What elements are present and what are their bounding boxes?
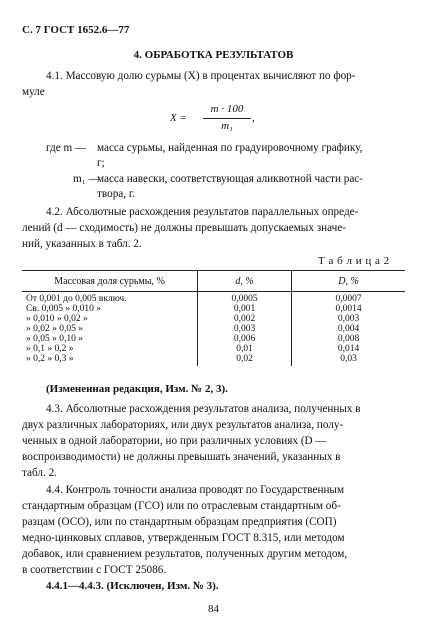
formula-comma: , (252, 112, 255, 124)
row-1-d: 0,001 (233, 304, 256, 314)
row-3-fraction: » 0,02 » 0,05 » (26, 324, 83, 334)
row-0-fraction: От 0,001 до 0,005 включ. (26, 294, 127, 304)
table-caption: Т а б л и ц а 2 (318, 255, 390, 267)
row-6-d: 0,02 (236, 354, 253, 364)
row-4-d: 0,006 (233, 334, 256, 344)
amendment-note: (Измененная редакция, Изм. № 2, 3). (46, 383, 228, 395)
legend-m1-symbol: m₁ — (73, 173, 100, 185)
para-4-4-line1: 4.4. Контроль точности анализа проводят по Государственным (46, 484, 345, 496)
fraction-bar (203, 118, 251, 119)
row-1-D: 0,0014 (335, 304, 362, 314)
page-header: С. 7 ГОСТ 1652.6—77 (22, 24, 130, 36)
col-header-d: d, % (235, 276, 254, 287)
formula-lhs: X = (170, 112, 187, 124)
formula-numerator: m · 100 (210, 103, 244, 115)
excluded-note: 4.4.1—4.4.3. (Исключен, Изм. № 3). (46, 580, 219, 592)
row-2-D: 0,003 (337, 314, 360, 324)
legend-m-line1: масса сурьмы, найденная по градуировочному графику, (97, 142, 363, 154)
para-4-1-line2: муле (22, 86, 45, 98)
row-1-fraction: Св. 0,005 » 0,010 » (26, 304, 101, 314)
para-4-3-line3: ченных в одной лаборатории, но при различных условиях (D — (22, 435, 327, 447)
page-number: 84 (208, 603, 219, 615)
row-6-fraction: » 0,2 » 0,3 » (26, 354, 74, 364)
row-2-fraction: » 0,010 » 0,02 » (26, 314, 88, 324)
row-6-D: 0,03 (340, 354, 357, 364)
para-4-2-line1: 4.2. Абсолютные расхождения результатов параллельных опреде- (46, 206, 359, 218)
para-4-2-line3: ний, указанных в табл. 2. (22, 238, 142, 250)
para-4-4-line4: медно-цинковых сплавов, утвержденным ГОСТ 8.315, или методом (22, 532, 345, 544)
legend-m1-line1: масса навески, соответствующая аликвотной части рас- (97, 173, 363, 185)
row-0-d: 0,0005 (231, 294, 258, 304)
para-4-3-line2: двух различных лабораториях, или двух результатов анализа, полу- (22, 419, 344, 431)
row-5-D: 0,014 (337, 344, 360, 354)
para-4-3-line5: табл. 2. (22, 467, 57, 479)
formula-denominator: m₁ (221, 120, 233, 132)
row-3-d: 0,003 (233, 324, 256, 334)
para-4-4-line6: в соответствии с ГОСТ 25086. (22, 564, 167, 576)
para-4-3-line4: воспроизводимости) не должны превышать значений, указанных в (22, 451, 341, 463)
legend-m-symbol: где m — (46, 142, 87, 154)
legend-m1-line2: твора, г. (97, 188, 135, 200)
table-header-rule (22, 291, 405, 292)
row-5-fraction: » 0,1 » 0,2 » (26, 344, 74, 354)
row-4-fraction: » 0,05 » 0,10 » (26, 334, 83, 344)
row-3-D: 0,004 (337, 324, 360, 334)
para-4-1-line1: 4.1. Массовую долю сурьмы (X) в процентах вычисляют по фор- (46, 70, 356, 82)
row-2-d: 0,002 (233, 314, 256, 324)
para-4-4-line3: разцам (ОСО), или по стандартным образцам предприятия (СОП) (22, 516, 337, 528)
row-0-D: 0,0007 (335, 294, 362, 304)
section-title: 4. ОБРАБОТКА РЕЗУЛЬТАТОВ (133, 49, 294, 61)
legend-m-line2: г; (97, 157, 105, 169)
para-4-4-line2: стандартным образцам (ГСО) или по отраслевым стандартным об- (22, 500, 341, 512)
para-4-2-line2: лений (d — сходимость) не должны превышать допускаемых значе- (22, 222, 346, 234)
table-top-rule (22, 270, 405, 271)
col-header-fraction: Массовая доля сурьмы, % (54, 276, 165, 287)
row-4-D: 0,008 (337, 334, 360, 344)
row-5-d: 0,01 (236, 344, 253, 354)
para-4-3-line1: 4.3. Абсолютные расхождения результатов анализа, полученных в (46, 403, 361, 415)
col-header-D: D, % (338, 276, 359, 287)
para-4-4-line5: добавок, или сравнением результатов, полученных другим методом, (22, 548, 348, 560)
